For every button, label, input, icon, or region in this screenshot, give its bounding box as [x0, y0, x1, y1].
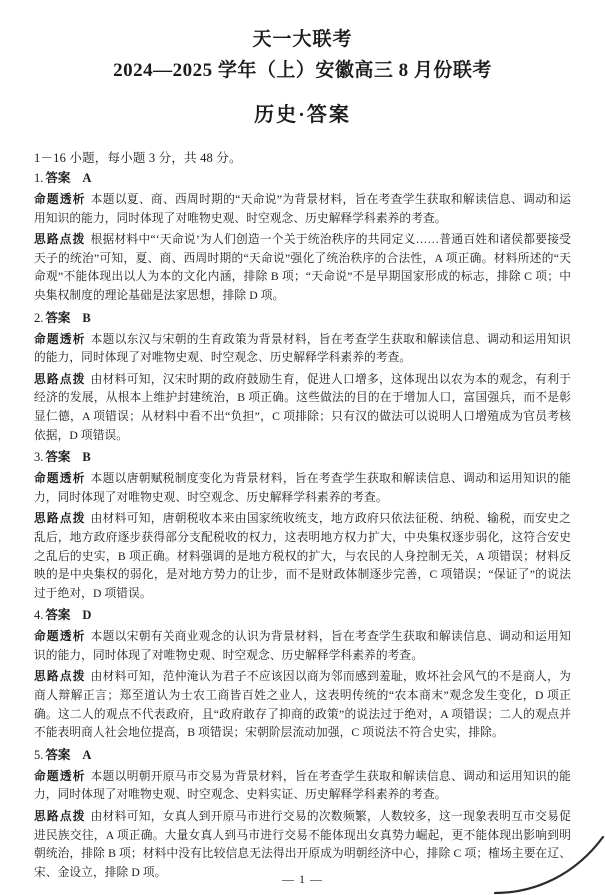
answer-label: 答案 — [45, 450, 71, 465]
tips-label: 思路点拨 — [34, 512, 86, 526]
answer-line — [34, 606, 571, 625]
section-note: 1－16 小题，每小题 3 分，共 48 分。 — [34, 151, 242, 165]
answer-label: 答案 — [45, 608, 71, 623]
analysis-text: 本题以宋朝有关商业观念的认识为背景材料，旨在考查学生获取和解读信息、调动和运用知识的能力，同时体现了对唯物史观、时空观念、历史解释学科素养的考查。 — [34, 630, 571, 662]
question-block — [34, 746, 571, 883]
page-number: — 1 — — [282, 872, 323, 886]
tips-text: 由材料可知，汉宋时期的政府鼓励生育，促进人口增多，这体现出以农为本的观念，有利于经济的发展，从根本上维护封建统治，B 项正确。这些做法的目的在于增加人口，富国强兵，而不是彰显仁德，A 项错误；从材料中看不出“负担”，C 项排除；只有汉的做法可以说明人口增殖成为官员考核依据，D 项错误。 — [34, 372, 571, 442]
question-block — [34, 169, 571, 306]
analysis-label: 命题透析 — [34, 769, 86, 783]
tips-text: 由材料可知，范仲淹认为君子不应该因以商为邻而感到羞耻，败坏社会风气的不是商人，为商人辩解正言；郑至道认为士农工商皆百姓之业人，这表明传统的“农本商末”观念发生变化，D 项正确。这二人的观点不代表政府，且“政府敢存了抑商的政策”的说法过于绝对，A 项错误；二人的观点并不能表明商人社会地位提高，B 项错误；宋朝阶层流动加强，C 项说法不符合史实，排除。 — [34, 670, 571, 740]
answer-line — [34, 309, 571, 328]
page-footer — [0, 872, 605, 887]
analysis-paragraph — [34, 768, 571, 805]
tips-paragraph — [34, 668, 571, 742]
answer-value: A — [82, 747, 92, 762]
answer-value: D — [82, 608, 92, 623]
tips-text: 根据材料中“‘天命说’为人们创造一个关于统治秩序的共同定义……普通百姓和诸侯都要接受天子的统治”可知，夏、商、西周时期的“天命说”强化了统治秩序的合法性，A 项正确。材料所述的“天命观”不能体现出以人为本的文化内涵，排除 B 项；“天命说”不是早期国家形成的标志，排除 C 项；中央集权制度的理论基础是法家思想，排除 D 项。 — [34, 233, 571, 302]
analysis-text: 本题以东汉与宋朝的生育政策为背景材料，旨在考查学生获取和解读信息、调动和运用知识的能力，同时体现了对唯物史观、时空观念、历史解释学科素养的考查。 — [34, 332, 571, 365]
tips-label: 思路点拨 — [34, 670, 86, 684]
answer-value: B — [82, 310, 91, 325]
question-number: 3. — [34, 450, 44, 465]
answer-value: B — [82, 450, 91, 465]
tips-paragraph — [34, 371, 571, 445]
analysis-label: 命题透析 — [34, 472, 86, 486]
answer-label: 答案 — [45, 747, 71, 762]
analysis-paragraph — [34, 331, 571, 368]
question-number: 1. — [34, 171, 44, 185]
exam-name-title: 2024—2025 学年（上）安徽高三 8 月份联考 — [113, 60, 492, 81]
question-number: 4. — [34, 608, 44, 623]
question-block — [34, 606, 571, 743]
analysis-label: 命题透析 — [34, 332, 86, 346]
answer-line — [34, 448, 571, 467]
tips-label: 思路点拨 — [34, 372, 86, 386]
tips-paragraph — [34, 231, 571, 305]
question-number: 5. — [34, 747, 44, 762]
answer-value: A — [82, 171, 92, 185]
answer-line — [34, 746, 571, 765]
analysis-label: 命题透析 — [34, 630, 86, 644]
tips-label: 思路点拨 — [34, 810, 86, 824]
answer-line — [34, 169, 571, 188]
analysis-paragraph — [34, 470, 571, 507]
question-block — [34, 309, 571, 446]
answer-label: 答案 — [45, 310, 71, 325]
tips-text: 由材料可知，女真人到开原马市进行交易的次数频繁，人数较多，这一现象表明互市交易促进民族交往，A 项正确。大量女真人到马市进行交易不能体现出女真势力崛起，更不能体现出影响到明朝统治，排除 B 项；材料中没有比较信息无法得出开原成为明朝经济中心，排除 C 项；榷场主要在辽、宋、金设立，排除 D 项。 — [34, 810, 571, 879]
exam-organization-title: 天一大联考 — [252, 29, 353, 50]
subject-answer-title: 历史·答案 — [254, 104, 351, 126]
analysis-text: 本题以明朝开原马市交易为背景材料，旨在考查学生获取和解读信息、调动和运用知识的能力，同时体现了对唯物史观、时空观念、史料实证、历史解释学科素养的考查。 — [34, 769, 571, 802]
tips-label: 思路点拨 — [34, 233, 86, 247]
analysis-text: 本题以夏、商、西周时期的“天命说”为背景材料，旨在考查学生获取和解读信息、调动和运用知识的能力，同时体现了对唯物史观、时空观念、历史解释学科素养的考查。 — [34, 193, 571, 225]
analysis-paragraph — [34, 191, 571, 228]
tips-text: 由材料可知，唐朝税收本来由国家统收统支，地方政府只依法征税、纳税、输税，而安史之乱后，地方政府逐步获得部分支配税收的权力，这表明地方权力扩大，中央集权逐步弱化，这符合安史之乱后的史实，B 项正确。材料强调的是地方税权的扩大，与农民的人身控制无关，A 项错误；材料反映的是中央集权的弱化，是对地方势力的让步，而不是财政体制逐步完善，C 项错误；“保证了”的说法过于绝对，D 项错误。 — [34, 512, 571, 600]
analysis-label: 命题透析 — [34, 193, 86, 206]
tips-paragraph — [34, 510, 571, 603]
analysis-text: 本题以唐朝赋税制度变化为背景材料，旨在考查学生获取和解读信息、调动和运用知识的能力，同时体现了对唯物史观、时空观念、历史解释学科素养的考查。 — [34, 472, 571, 504]
question-block — [34, 448, 571, 603]
analysis-paragraph — [34, 628, 571, 665]
question-number: 2. — [34, 310, 44, 325]
answer-label: 答案 — [45, 171, 71, 185]
